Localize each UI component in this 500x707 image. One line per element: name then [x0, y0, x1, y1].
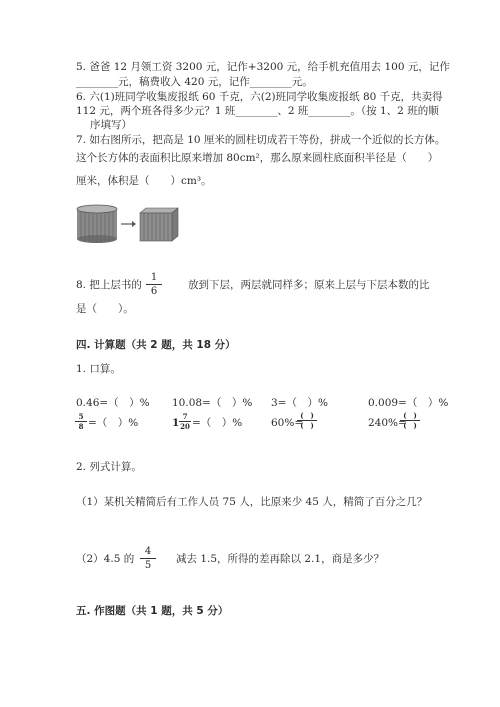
q8-text-after: 放到下层，两层就同样多；原来上层与下层本数的比	[188, 279, 430, 291]
oral-calc-7-numerator: ( )	[300, 411, 314, 420]
written-calc-problem-2-after: 减去 1.5，所得的差再除以 2.1，商是多少？	[176, 553, 385, 565]
oral-calc-6-denominator: 20	[180, 422, 190, 431]
q8-fraction-denominator: 6	[150, 286, 158, 297]
q6-line-1: 6. 六(1)班同学收集废报纸 60 千克，六(2)班同学收集废报纸 80 千克，共卖得	[76, 91, 443, 103]
oral-calc-6-numerator: 7	[182, 412, 188, 421]
q7-line-2: 这个长方体的表面积比原来增加 80cm²，那么原来圆柱底面积半径是（ ）	[76, 152, 439, 164]
section-5-title: 五. 作图题（共 1 题，共 5 分）	[76, 605, 229, 617]
problem-2-denominator: 5	[144, 560, 152, 571]
written-calc-problem-2-fraction	[140, 546, 156, 571]
oral-calc-4: 0.009=（ ）%	[368, 397, 449, 409]
written-calc-heading: 2. 列式计算。	[76, 461, 142, 473]
oral-calc-6-whole: 1	[172, 417, 180, 429]
q8-line-2: 是（ ）。	[76, 303, 134, 315]
oral-calc-5-numerator: 5	[78, 412, 84, 421]
q6-line-3: 序填写）	[90, 119, 132, 131]
written-calc-problem-2-before: （2）4.5 的	[76, 553, 135, 565]
oral-calc-7-fraction	[297, 412, 317, 429]
q8-fraction	[146, 272, 162, 297]
q5-line-2: ________元，稿费收入 420 元，记作________元。	[76, 76, 313, 88]
written-calc-problem-1: （1）某机关精简后有工作人员 75 人，比原来少 45 人，精简了百分之几？	[76, 496, 428, 508]
q6-line-2: 112 元，两个班各得多少元？1 班________、2 班________。（按 1、2 班的顺	[76, 105, 439, 117]
oral-calc-2: 10.08=（ ）%	[172, 397, 253, 409]
arrow-icon	[121, 221, 136, 227]
cylinder-shape	[77, 205, 117, 243]
oral-calc-7-text: 60%=	[271, 417, 304, 429]
oral-calc-8-denominator: ( )	[403, 421, 417, 430]
problem-2-numerator: 4	[144, 546, 152, 557]
oral-calc-3: 3=（ ）%	[271, 397, 328, 409]
q7-line-1: 7. 如右图所示，把高是 10 厘米的圆柱切成若干等份，拼成一个近似的长方体。	[76, 134, 446, 146]
cylinder-to-prism-figure	[74, 204, 184, 244]
oral-calc-6-text: =（ ）%	[192, 417, 243, 429]
oral-calc-8-text: 240%=	[368, 417, 407, 429]
oral-calc-5-denominator: 8	[78, 422, 84, 431]
q7-line-3: 厘米，体积是（ ）cm³。	[76, 175, 212, 187]
oral-calc-8-fraction	[400, 412, 420, 429]
q8-text-before: 8. 把上层书的	[76, 279, 142, 291]
oral-calc-heading: 1. 口算。	[76, 363, 121, 375]
q5-line-1: 5. 爸爸 12 月领工资 3200 元，记作+3200 元，给手机充值用去 100 元，记作	[76, 61, 450, 73]
oral-calc-1: 0.46=（ ）%	[76, 397, 150, 409]
section-4-title: 四. 计算题（共 2 题，共 18 分）	[76, 339, 236, 351]
oral-calc-6-fraction	[179, 413, 191, 430]
oral-calc-8-numerator: ( )	[403, 411, 417, 420]
oral-calc-7-denominator: ( )	[300, 421, 314, 430]
oral-calc-5-text: =（ ）%	[88, 417, 139, 429]
prism-shape	[140, 208, 178, 241]
q8-fraction-numerator: 1	[150, 272, 158, 283]
oral-calc-5-fraction	[75, 413, 87, 430]
